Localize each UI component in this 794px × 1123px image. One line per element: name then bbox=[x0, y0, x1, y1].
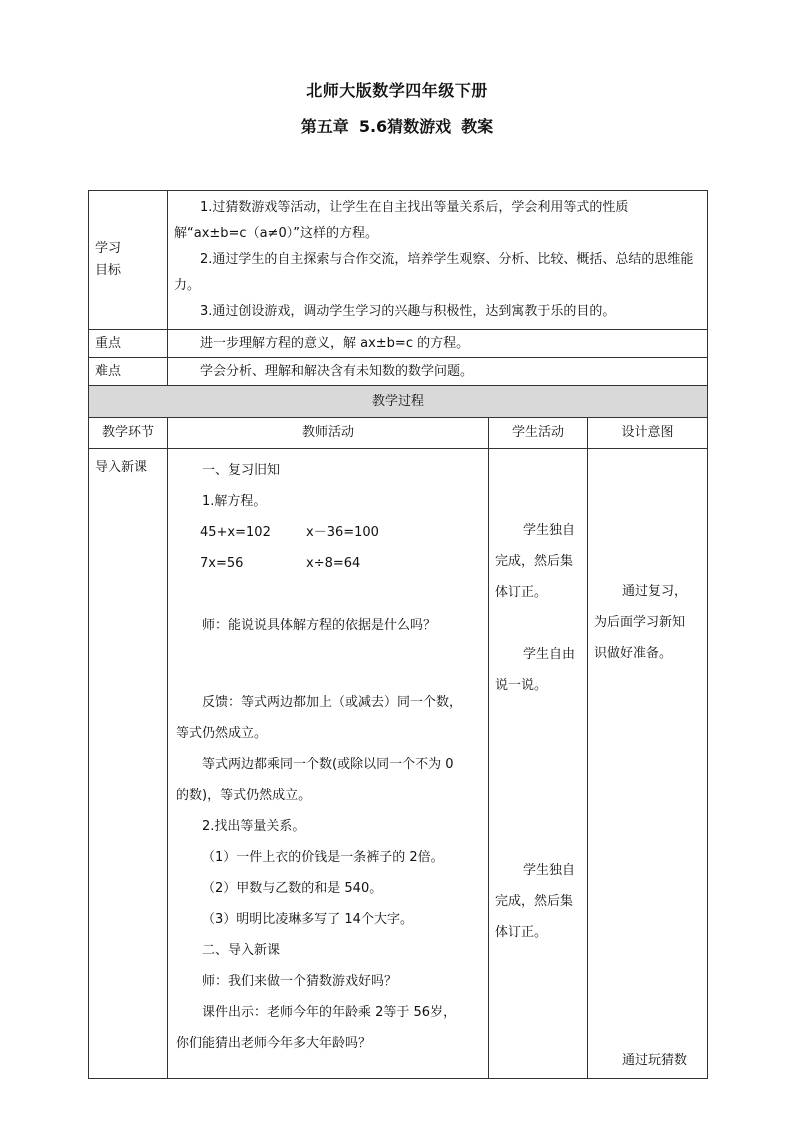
courseware-text: 你们能猜出老师今年多大年龄吗？ bbox=[176, 1036, 372, 1051]
relation-heading: 2.找出等量关系。 bbox=[202, 819, 306, 834]
relation-item: （3）明明比凌琳多写了 14个大字。 bbox=[202, 912, 413, 927]
student-note: 学生自由 说一说。 bbox=[495, 647, 576, 693]
intent-note: 通过复习， 为后面学习新知 识做好准备。 bbox=[594, 584, 688, 661]
section-label: 导入新课 bbox=[89, 449, 168, 1079]
goal-item: 1.过猜数游戏等活动，让学生在自主找出等量关系后，学会利用等式的性质解“ax±b=c（a≠0）”这样的方程。 bbox=[174, 200, 629, 241]
goals-content bbox=[168, 191, 708, 330]
intro-heading: 二、导入新课 bbox=[202, 943, 281, 958]
feedback-line: 等式仍然成立。 bbox=[176, 726, 268, 741]
equation-row bbox=[176, 517, 482, 548]
feedback-line: 等式两边都乘同一个数(或除以同一个不为 0 bbox=[202, 757, 454, 772]
equation-row bbox=[176, 548, 482, 579]
student-activity bbox=[489, 449, 588, 1079]
goals-label bbox=[89, 191, 168, 330]
equation: x÷8=64 bbox=[306, 556, 361, 571]
intent-note: 通过玩猜数 bbox=[622, 1053, 688, 1068]
process-title: 教学过程 bbox=[89, 386, 708, 418]
column-header: 设计意图 bbox=[588, 418, 708, 449]
feedback-line: 反馈：等式两边都加上（或减去）同一个数， bbox=[202, 695, 463, 710]
goals-row bbox=[89, 191, 708, 330]
key-point-text: 进一步理解方程的意义，解 ax±b=c 的方程。 bbox=[200, 335, 470, 351]
equation: 45+x=102 bbox=[200, 525, 271, 540]
feedback-line: 的数)，等式仍然成立。 bbox=[176, 788, 312, 803]
design-intent bbox=[588, 449, 708, 1079]
process-title-row bbox=[89, 386, 708, 418]
key-point-label: 重点 bbox=[89, 330, 168, 358]
review-heading: 一、复习旧知 bbox=[202, 463, 281, 478]
relation-item: （1）一件上衣的价钱是一条裤子的 2倍。 bbox=[202, 850, 444, 865]
key-point-content bbox=[168, 330, 708, 358]
goal-item: 2.通过学生的自主探索与合作交流，培养学生观察、分析、比较、概括、总结的思维能力。 bbox=[174, 252, 694, 293]
solve-equations-label: 1.解方程。 bbox=[202, 494, 267, 509]
goal-item: 3.通过创设游戏，调动学生学习的兴趣与积极性，达到寓教于乐的目的。 bbox=[200, 304, 616, 319]
document-subtitle bbox=[0, 114, 794, 137]
student-note: 学生独自 完成，然后集 体订正。 bbox=[495, 863, 576, 940]
column-header: 教师活动 bbox=[168, 418, 489, 449]
difficulty-content bbox=[168, 358, 708, 386]
column-header: 教学环节 bbox=[89, 418, 168, 449]
doc-type-label: 教案 bbox=[461, 117, 494, 136]
key-point-row bbox=[89, 330, 708, 358]
difficulty-row bbox=[89, 358, 708, 386]
teacher-question: 师：我们来做一个猜数游戏好吗？ bbox=[202, 974, 398, 989]
teacher-question: 师：能说说具体解方程的依据是什么吗？ bbox=[202, 618, 437, 633]
document-title: 北师大版数学四年级下册 bbox=[306, 81, 488, 100]
difficulty-label: 难点 bbox=[89, 358, 168, 386]
teacher-activity bbox=[168, 449, 489, 1079]
chapter-label: 第五章 bbox=[300, 117, 349, 136]
column-header: 学生活动 bbox=[489, 418, 588, 449]
column-header-row bbox=[89, 418, 708, 449]
goals-label-line1: 学习 bbox=[95, 241, 122, 256]
intro-row bbox=[89, 449, 708, 1079]
student-note: 学生独自 完成，然后集 体订正。 bbox=[495, 523, 576, 600]
relation-item: （2）甲数与乙数的和是 540。 bbox=[202, 881, 383, 896]
equation: x－36=100 bbox=[306, 525, 379, 540]
equation: 7x=56 bbox=[200, 556, 244, 571]
lesson-plan-table bbox=[88, 190, 708, 1079]
courseware-text: 课件出示：老师今年的年龄乘 2等于 56岁， bbox=[202, 1005, 457, 1020]
difficulty-text: 学会分析、理解和解决含有未知数的数学问题。 bbox=[200, 363, 474, 379]
goals-label-line2: 目标 bbox=[95, 263, 122, 278]
lesson-label: 5.6猜数游戏 bbox=[358, 117, 452, 136]
